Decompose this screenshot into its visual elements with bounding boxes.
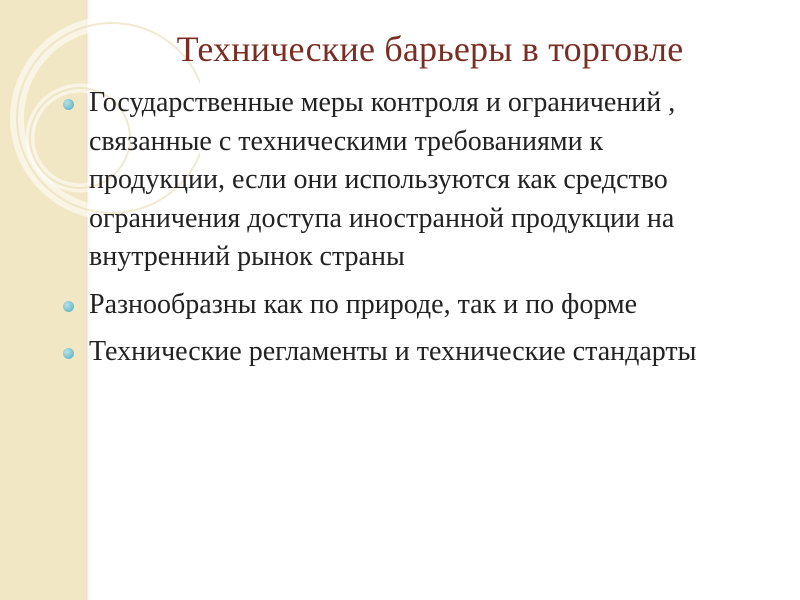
round-bullet-icon [63,301,74,312]
bullet-text: Разнообразны как по природе, так и по форме [89,288,638,320]
bullet-list [62,84,742,381]
round-bullet-icon [63,99,74,110]
slide-title: Технические барьеры в торговле [176,29,684,69]
bullet-text: Государственные меры контроля и ограничений , связанные с техническими требованиями к продукции, если они используются как средство ограничения доступа иностранной продукции на внутренний рынок страны [89,87,676,272]
round-bullet-icon [63,348,74,359]
bullet-text: Технические регламенты и технические стандарты [89,336,697,367]
list-item [62,333,742,372]
list-item [62,84,742,277]
list-item [62,286,742,325]
